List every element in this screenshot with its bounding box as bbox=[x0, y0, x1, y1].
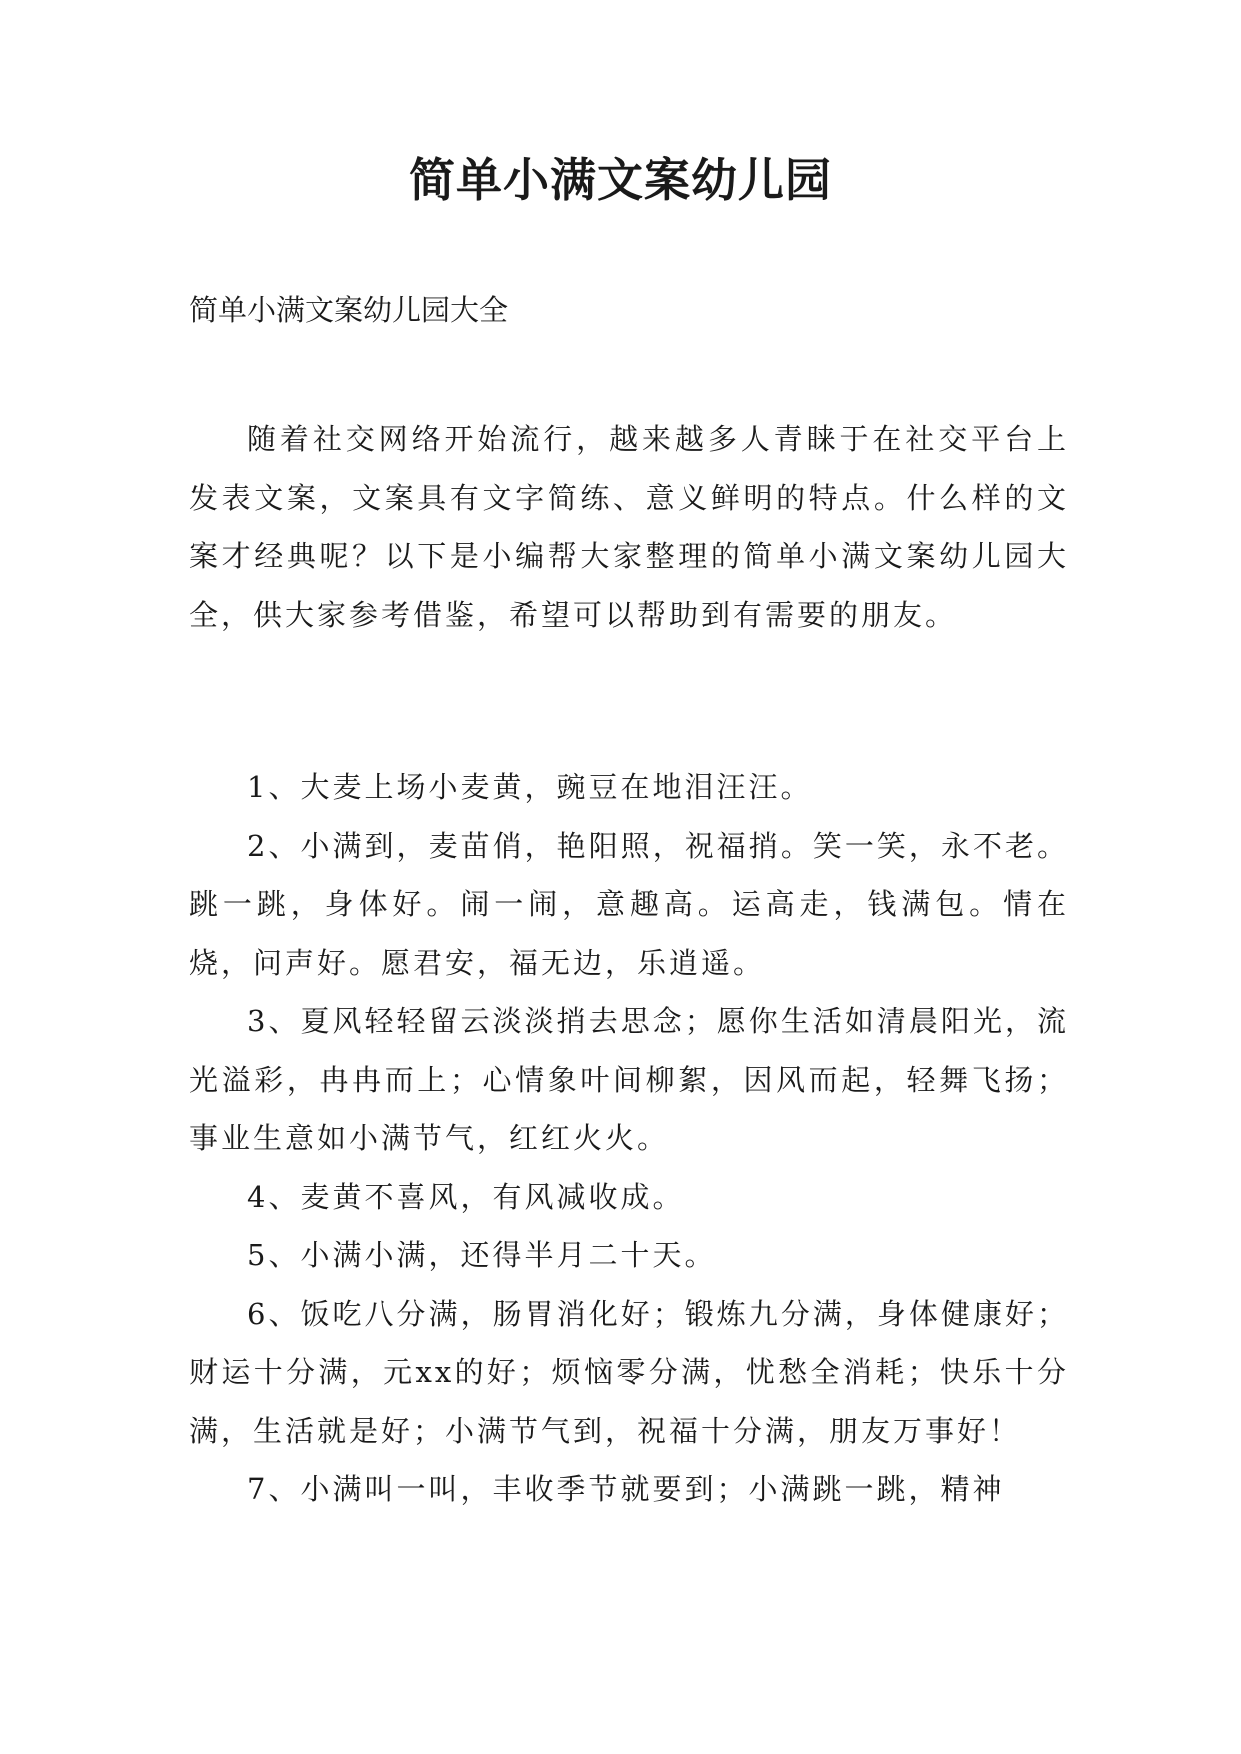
list-item: 3、夏风轻轻留云淡淡捎去思念；愿你生活如清晨阳光，流光溢彩，冉冉而上；心情象叶间柳絮，因风而起，轻舞飞扬；事业生意如小满节气，红红火火。 bbox=[189, 1004, 1069, 1155]
document-subtitle: 简单小满文案幼儿园大全 bbox=[189, 293, 509, 327]
intro-paragraph: 随着社交网络开始流行，越来越多人青睐于在社交平台上发表文案，文案具有文字简练、意义鲜明的特点。什么样的文案才经典呢？以下是小编帮大家整理的简单小满文案幼儿园大全，供大家参考借鉴，希望可以帮助到有需要的朋友。 bbox=[189, 422, 1069, 632]
item-list bbox=[189, 758, 1069, 1519]
list-item: 7、小满叫一叫，丰收季节就要到；小满跳一跳，精神 bbox=[247, 1472, 1005, 1506]
list-item: 6、饭吃八分满，肠胃消化好；锻炼九分满，身体健康好；财运十分满，元xx的好；烦恼零分满，忧愁全消耗；快乐十分满，生活就是好；小满节气到，祝福十分满，朋友万事好！ bbox=[189, 1296, 1069, 1448]
list-item: 4、麦黄不喜风，有风减收成。 bbox=[247, 1179, 685, 1214]
document-title: 简单小满文案幼儿园 bbox=[409, 153, 832, 207]
list-item: 1、大麦上场小麦黄，豌豆在地泪汪汪。 bbox=[247, 770, 813, 804]
intro-section bbox=[189, 410, 1069, 644]
list-item: 2、小满到，麦苗俏，艳阳照，祝福捎。笑一笑，永不老。跳一跳，身体好。闹一闹，意趣高。运高走，钱满包。情在烧，问声好。愿君安，福无边，乐逍遥。 bbox=[189, 828, 1069, 980]
list-item: 5、小满小满，还得半月二十天。 bbox=[247, 1238, 717, 1272]
